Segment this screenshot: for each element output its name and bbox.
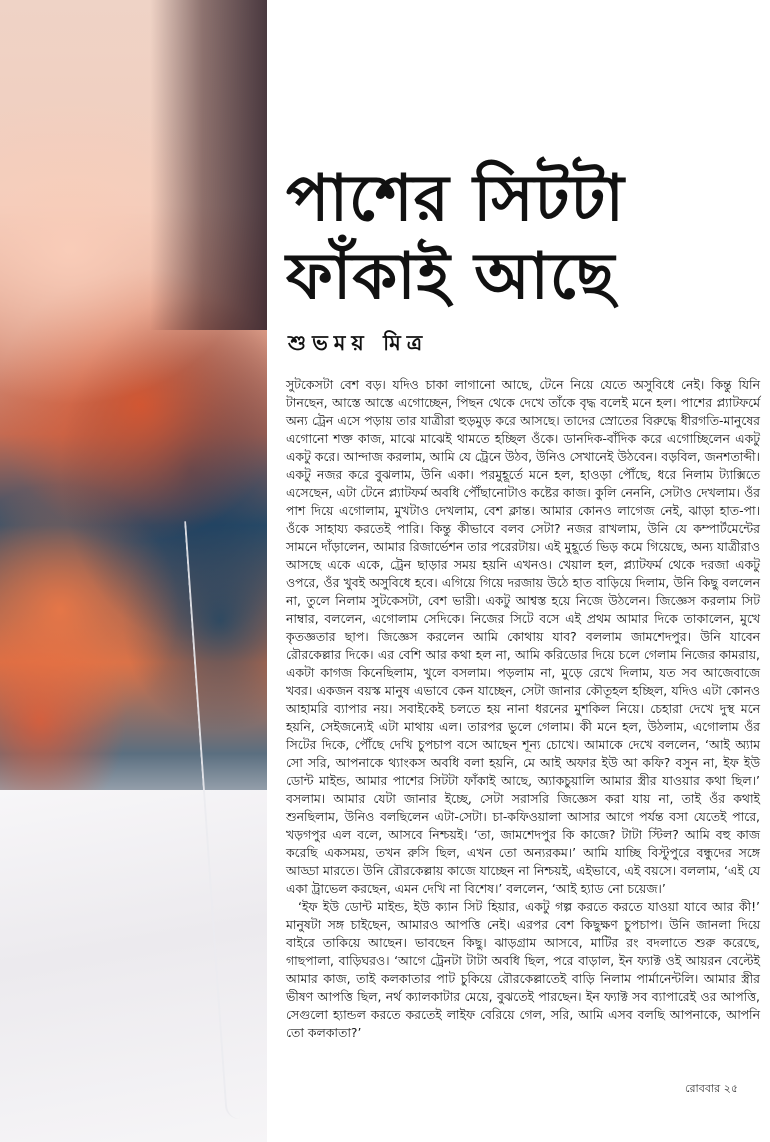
- article-title-line-1: পাশের সিটটা: [286, 162, 625, 236]
- photo-hair-shadow: [150, 0, 267, 330]
- article-paragraph-2: ‘ইফ ইউ ডোন্ট মাইন্ড, ইউ ক্যান সিট হিয়ার, একটু গল্প করতে করতে যাওয়া যাবে আর কী!’ মানুষটা সঙ্গ চাইছেন, আমারও আপত্তি নেই। এরপর বেশ কিছুক্ষণ চুপচাপ। উনি জানলা দিয়ে বাইরে তাকিয়ে আছেন। ভাবছেন কিছু। ঝাড়গ্রাম আসবে, মাটির রং বদলাতে শুরু করেছে, গাছপালা, বাড়িঘরও। ‘আগে ট্রেনটা টাটা অবধি ছিল, পরে বাড়াল, ইন ফ্যাক্ট ওই আয়রন বেল্টেই আমার কাজ, তাই কলকাতার পাট চুকিয়ে রৌরকেল্লাতেই বাড়ি নিলাম পার্মানেন্টলি। আমার স্ত্রীর ভীষণ আপত্তি ছিল, নর্থ ক্যালকাটার মেয়ে, বুঝতেই পারছেন। ইন ফ্যাক্ট সব ব্যাপারেই ওর আপত্তি, সেগুলো হ্যান্ডল করতে করতেই লাইফ বেরিয়ে গেল, সরি, আমি এসব বলছি আপনাকে, আপনি তো কলকাতা?’: [286, 899, 760, 1040]
- article-body: [286, 376, 760, 1042]
- article-paragraph-1: সুটকেসটা বেশ বড়। যদিও চাকা লাগানো আছে, টেনে নিয়ে যেতে অসুবিধে নেই। কিন্তু যিনি টানছেন, আস্তে আস্তে এগোচ্ছেন, পিছন থেকে দেখে তাঁকে বৃদ্ধ বলেই মনে হল। পাশের প্ল্যাটফর্মে অন্য ট্রেন এসে পড়ায় তার যাত্রীরা হুড়মুড় করে আসছে। তাদের স্রোতের বিরুদ্ধে ধীরগতি-মানুষের এগোনো শক্ত কাজ, মাঝে মাঝেই থামতে হচ্ছিল ওঁকে। ডানদিক-বাঁদিক করে এগোচ্ছিলেন একটু একটু করে। আন্দাজ করলাম, আমি যে ট্রেনে উঠব, উনিও সেখানেই উঠবেন। বড়বিল, জনশতাব্দী। একটু নজর করে বুঝলাম, উনি একা। পরমুহূর্তে মনে হল, হাওড়া পৌঁছে, ধরে নিলাম ট্যাক্সিতে এসেছেন, এটা টেনে প্ল্যাটফর্ম অবধি পৌঁছানোটাও কষ্টের কাজ। কুলি নেননি, সেটাও দেখলাম। ওঁর পাশ দিয়ে এগোলাম, মুখটাও দেখলাম, বেশ ক্লান্ত। আমার কোনও লাগেজ নেই, ঝাড়া হাত-পা। ওঁকে সাহায্য করতেই পারি। কিন্তু কীভাবে বলব সেটা? নজর রাখলাম, উনি যে কম্পার্টমেন্টের সামনে দাঁড়ালেন, আমার রিজার্ভেশন তার পরেরটায়। এই মুহূর্তে ভিড় কমে গিয়েছে, অন্য যাত্রীরাও আসছে একে একে, ট্রেন ছাড়ার সময় হয়নি এখনও। খেয়াল হল, প্ল্যাটফর্ম থেকে দরজা একটু ওপরে, ওঁর খুবই অসুবিধে হবে। এগিয়ে গিয়ে দরজায় উঠে হাত বাড়িয়ে দিলাম, উনি কিছু বললেন না, তুলে নিলাম সুটকেসটা, বেশ ভারী। একটু আশ্বস্ত হয়ে নিজে উঠলেন। জিজ্ঞেস করলাম সিট নাম্বার, বললেন, এগোলাম সেদিকে। নিজের সিটে বসে এই প্রথম আমার দিকে তাকালেন, মুখে কৃতজ্ঞতার ছাপ। জিজ্ঞেস করলেন আমি কোথায় যাব? বললাম জামশেদপুর। উনি যাবেন রৌরকেল্লার দিকে। এর বেশি আর কথা হল না, আমি করিডোর দিয়ে চলে গেলাম নিজের কামরায়, একটা কাগজ কিনেছিলাম, খুলে বসলাম। পড়লাম না, মুড়ে রেখে দিলাম, যত সব আজেবাজে খবর। একজন বয়স্ক মানুষ এভাবে কেন যাচ্ছেন, সেটা জানার কৌতূহল হচ্ছিল, যদিও এটা কোনও আহামরি ব্যাপার নয়। সবাইকেই চলতে হয় নানা ধরনের মুশকিল নিয়ে। চেহারা দেখে দুস্থ মনে হয়নি, সেইজন্যেই এটা মাথায় এল। তারপর ভুলে গেলাম। কী মনে হল, উঠলাম, এগোলাম ওঁর সিটের দিকে, পৌঁছে দেখি চুপচাপ বসে আছেন শূন্য চোখে। আমাকে দেখে বললেন, ‘আই অ্যাম সো সরি, আপনাকে থ্যাংকস অবধি বলা হয়নি, মে আই অফার ইউ আ কফি? বসুন না, ইফ ইউ ডোন্ট মাইন্ড, আমার পাশের সিটটা ফাঁকাই আছে, অ্যাকচুয়ালি আমার স্ত্রীর যাওয়ার কথা ছিল।’ বসলাম। আমার যেটা জানার ইচ্ছে, সেটা সরাসরি জিজ্ঞেস করা যায় না, তাই ওঁর কথাই শুনছিলাম, উনিও বলছিলেন এটা-সেটা। চা-কফিওয়ালা আসার আগে পর্যন্ত বসা যেতেই পারে, খড়গপুর এল বলে, আসবে নিশ্চয়ই। ‘তা, জামশেদপুর কি কাজে? টাটা স্টিল? আমি বহু কাজ করেছি একসময়, তখন রুসি ছিল, এখন তো অন্যরকম।’ আমি যাচ্ছি বিস্টুপুরে বন্ধুদের সঙ্গে আড্ডা মারতে। উনি রৌরকেল্লায় কাজে যাচ্ছেন না নিশ্চয়ই, এইভাবে, এই বয়সে। বললাম, ‘এই যে একা ট্রাভেল করছেন, এমন দেখি না বিশেষ।’ বললেন, ‘আই হ্যাড নো চয়েজ।’: [286, 377, 760, 896]
- cover-photo: [0, 0, 267, 1142]
- article-title: [286, 160, 756, 316]
- article-author: শুভময় মিত্র: [288, 331, 429, 355]
- article-title-line-2: ফাঁকাই আছে: [286, 240, 616, 314]
- page-folio: রোববার ২৫: [685, 1082, 738, 1095]
